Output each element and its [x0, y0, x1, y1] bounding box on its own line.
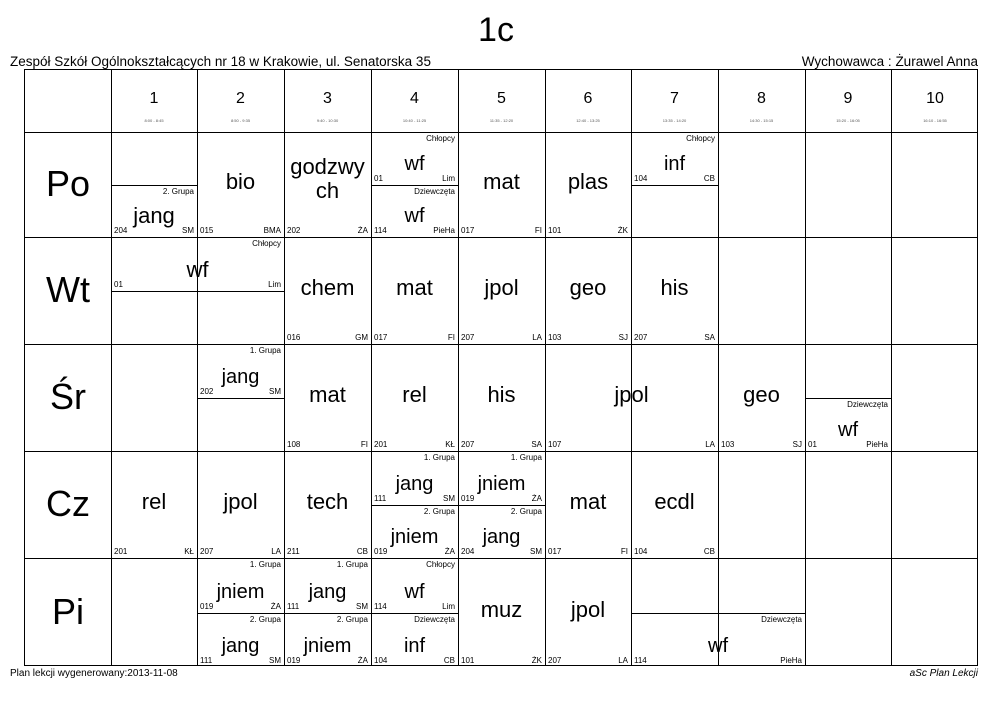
period-number: 4: [410, 90, 419, 107]
lesson-group: 1. Grupa: [423, 453, 455, 462]
lesson-teacher: ŻA: [531, 494, 542, 503]
lesson-room: 114: [634, 656, 647, 665]
period-number: 6: [583, 90, 593, 107]
lesson-room: 202: [200, 387, 214, 396]
lesson-room: 207: [548, 656, 562, 665]
lesson-subject: jpol: [570, 597, 606, 623]
lesson-room: 019: [287, 656, 301, 665]
day-label: Śr: [50, 375, 86, 417]
lesson-cell[interactable]: [458, 344, 545, 451]
lesson-cell[interactable]: [545, 344, 718, 451]
lesson-room: 207: [200, 547, 214, 556]
lesson-teacher: PieHa: [866, 440, 888, 449]
lesson-teacher: SA: [704, 333, 715, 342]
period-time: 15:20 - 16:05: [836, 118, 860, 123]
lesson-subject: jang: [221, 635, 260, 657]
lesson-teacher: Lim: [268, 280, 281, 289]
lesson-cell[interactable]: [197, 132, 284, 237]
lesson-subject: jang: [133, 203, 175, 228]
period-time: 13:35 - 14:20: [662, 118, 687, 123]
lesson-cell[interactable]: [284, 613, 371, 667]
lesson-group: 1. Grupa: [249, 560, 281, 569]
page-title: 1c: [478, 11, 514, 49]
lesson-cell[interactable]: [458, 237, 545, 344]
lesson-cell[interactable]: [371, 451, 458, 505]
lesson-group: 2. Grupa: [336, 615, 368, 624]
lesson-subject: geo: [743, 382, 780, 408]
period-time: 16:10 - 16:55: [923, 118, 947, 123]
lesson-subject: wf: [404, 205, 425, 227]
lesson-room: 019: [200, 602, 214, 611]
class-teacher: Wychowawca : Żurawel Anna: [801, 54, 978, 69]
lesson-teacher: FI: [360, 440, 368, 449]
lesson-cell[interactable]: [111, 237, 284, 291]
lesson-room: 104: [634, 547, 648, 556]
lesson-teacher: CB: [703, 174, 715, 183]
lesson-group: Chłopcy: [426, 560, 455, 569]
lesson-room: 101: [461, 656, 475, 665]
lesson-room: 019: [374, 547, 388, 556]
lesson-subject: wf: [708, 635, 728, 657]
lesson-cell[interactable]: [458, 132, 545, 237]
lesson-teacher: PieHa: [433, 226, 455, 235]
lesson-subject: wf: [404, 153, 425, 175]
lesson-cell[interactable]: [284, 558, 371, 613]
grid-column-line: [805, 70, 806, 665]
lesson-teacher: CB: [443, 656, 455, 665]
lesson-room: 204: [114, 226, 128, 235]
lesson-subject: bio: [225, 169, 256, 195]
lesson-room: 017: [461, 226, 475, 235]
lesson-cell[interactable]: [371, 185, 458, 237]
software-name: aSc Plan Lekcji: [909, 668, 978, 679]
lesson-cell[interactable]: [197, 558, 284, 613]
period-time: 11:35 - 12:20: [489, 118, 514, 123]
lesson-teacher: SA: [531, 440, 542, 449]
lesson-teacher: FI: [620, 547, 628, 556]
lesson-group: 1. Grupa: [510, 453, 542, 462]
grid-column-line: [891, 70, 892, 665]
lesson-cell[interactable]: [284, 237, 371, 344]
lesson-room: 016: [287, 333, 301, 342]
lesson-subject: rel: [402, 382, 427, 408]
lesson-room: 017: [374, 333, 388, 342]
lesson-subject: jniem: [216, 581, 265, 603]
lesson-subject: plas: [567, 169, 609, 195]
lesson-subject: rel: [141, 489, 167, 515]
timetable-grid: [24, 69, 978, 666]
lesson-subject: mat: [569, 489, 607, 515]
lesson-subject: godzwy ch: [290, 154, 365, 204]
lesson-subject: jang: [308, 581, 347, 603]
lesson-cell[interactable]: [371, 613, 458, 667]
lesson-group: 2. Grupa: [423, 507, 455, 516]
lesson-cell[interactable]: [371, 344, 458, 451]
lesson-subject: jniem: [477, 473, 526, 495]
lesson-group: Dziewczęta: [847, 400, 888, 409]
lesson-teacher: SJ: [792, 440, 802, 449]
lesson-subject: inf: [403, 635, 426, 657]
lesson-cell[interactable]: [284, 344, 371, 451]
lesson-subject: jang: [395, 473, 434, 495]
lesson-cell[interactable]: [111, 185, 197, 237]
lesson-cell[interactable]: [458, 505, 545, 558]
period-time: 12:40 - 13:25: [576, 118, 600, 123]
lesson-teacher: ŻK: [617, 226, 628, 235]
lesson-teacher: ŻA: [444, 547, 455, 556]
lesson-cell[interactable]: [371, 505, 458, 558]
lesson-group: Dziewczęta: [761, 615, 802, 624]
lesson-cell[interactable]: [805, 398, 891, 451]
period-number: 1: [149, 90, 159, 107]
lesson-group: Dziewczęta: [414, 615, 455, 624]
lesson-room: 019: [461, 494, 475, 503]
lesson-room: 101: [548, 226, 562, 235]
lesson-room: 103: [548, 333, 562, 342]
lesson-group: Chłopcy: [686, 134, 715, 143]
period-number: 5: [497, 90, 506, 107]
lesson-teacher: LA: [705, 440, 715, 449]
lesson-cell[interactable]: [458, 558, 545, 667]
lesson-teacher: KŁ: [445, 440, 455, 449]
lesson-room: 017: [548, 547, 562, 556]
lesson-cell[interactable]: [631, 613, 805, 667]
period-time: 8:50 - 9:35: [230, 118, 251, 123]
lesson-subject: muz: [480, 597, 523, 623]
lesson-subject: geo: [569, 275, 607, 301]
lesson-cell[interactable]: [545, 132, 631, 237]
lesson-cell[interactable]: [284, 451, 371, 558]
period-number: 9: [843, 90, 853, 107]
lesson-subject: mat: [309, 382, 346, 408]
period-time: 14:30 - 15:15: [749, 118, 774, 123]
lesson-subject: his: [487, 382, 516, 408]
lesson-subject: jang: [221, 366, 260, 388]
lesson-room: 015: [200, 226, 214, 235]
lesson-subject: wf: [404, 581, 425, 603]
day-label: Po: [45, 162, 91, 204]
lesson-room: 201: [114, 547, 128, 556]
period-number: 3: [323, 90, 332, 107]
lesson-cell[interactable]: [197, 613, 284, 667]
lesson-room: 01: [374, 174, 383, 183]
lesson-room: 01: [808, 440, 817, 449]
lesson-cell[interactable]: [631, 451, 718, 558]
period-number: 7: [670, 90, 679, 107]
lesson-room: 104: [374, 656, 388, 665]
lesson-cell[interactable]: [284, 132, 371, 237]
lesson-subject: wf: [186, 257, 209, 282]
lesson-cell[interactable]: [545, 237, 631, 344]
school-name: Zespół Szkół Ogólnokształcących nr 18 w Krakowie, ul. Senatorska 35: [10, 54, 431, 69]
period-number: 8: [757, 90, 766, 107]
split-line: [197, 398, 284, 399]
lesson-teacher: CB: [356, 547, 368, 556]
period-number: 2: [236, 90, 245, 107]
lesson-teacher: Lim: [442, 174, 455, 183]
lesson-subject: jpol: [223, 489, 258, 515]
lesson-cell[interactable]: [371, 132, 458, 185]
lesson-room: 111: [374, 494, 387, 503]
lesson-room: 202: [287, 226, 301, 235]
lesson-teacher: KŁ: [184, 547, 194, 556]
lesson-subject: tech: [306, 489, 349, 515]
lesson-cell[interactable]: [197, 344, 284, 398]
lesson-room: 201: [374, 440, 388, 449]
period-time: 10:40 - 11:25: [402, 118, 427, 123]
lesson-subject: ecdl: [654, 489, 695, 515]
lesson-room: 207: [634, 333, 648, 342]
grid-column-line: [111, 70, 112, 665]
lesson-teacher: Lim: [442, 602, 455, 611]
lesson-room: 01: [114, 280, 123, 289]
lesson-subject: jniem: [303, 635, 352, 657]
lesson-room: 204: [461, 547, 475, 556]
split-line: [111, 291, 284, 292]
lesson-cell[interactable]: [718, 344, 805, 451]
lesson-cell[interactable]: [371, 558, 458, 613]
lesson-teacher: LA: [532, 333, 542, 342]
period-number: 10: [926, 90, 944, 107]
lesson-subject: inf: [663, 153, 686, 175]
lesson-subject: his: [660, 275, 689, 301]
lesson-group: 1. Grupa: [336, 560, 368, 569]
lesson-teacher: LA: [618, 656, 628, 665]
lesson-room: 111: [200, 656, 213, 665]
lesson-cell[interactable]: [631, 132, 718, 185]
lesson-room: 103: [721, 440, 735, 449]
lesson-teacher: ŻA: [357, 226, 368, 235]
lesson-teacher: GM: [355, 333, 368, 342]
lesson-teacher: SM: [182, 226, 194, 235]
lesson-teacher: SM: [443, 494, 455, 503]
lesson-teacher: ŻK: [531, 656, 542, 665]
lesson-subject: chem: [300, 275, 355, 301]
lesson-subject: jpol: [614, 382, 649, 408]
day-label: Cz: [46, 482, 90, 524]
lesson-subject: mat: [483, 169, 520, 195]
lesson-room: 114: [374, 226, 387, 235]
split-line: [631, 185, 718, 186]
lesson-subject: wf: [838, 419, 858, 441]
lesson-subject: jpol: [484, 275, 519, 301]
lesson-subject: jniem: [390, 526, 439, 548]
lesson-teacher: SM: [356, 602, 368, 611]
lesson-cell[interactable]: [631, 237, 718, 344]
lesson-teacher: SM: [269, 656, 281, 665]
lesson-group: 2. Grupa: [162, 187, 194, 196]
generated-date: Plan lekcji wygenerowany:2013-11-08: [10, 668, 178, 679]
lesson-cell[interactable]: [197, 451, 284, 558]
lesson-room: 207: [461, 440, 475, 449]
lesson-room: 108: [287, 440, 301, 449]
lesson-teacher: SM: [269, 387, 281, 396]
day-label: Pi: [51, 590, 84, 632]
lesson-group: 2. Grupa: [249, 615, 281, 624]
lesson-teacher: FI: [447, 333, 455, 342]
lesson-cell[interactable]: [371, 237, 458, 344]
lesson-group: Chłopcy: [252, 239, 281, 248]
period-time: 8:00 - 8:45: [144, 118, 164, 123]
lesson-cell[interactable]: [458, 451, 545, 505]
lesson-cell[interactable]: [545, 451, 631, 558]
lesson-group: Chłopcy: [426, 134, 455, 143]
lesson-teacher: CB: [703, 547, 715, 556]
lesson-teacher: ŻA: [270, 602, 281, 611]
lesson-cell[interactable]: [545, 558, 631, 667]
lesson-teacher: SJ: [618, 333, 628, 342]
lesson-room: 107: [548, 440, 562, 449]
lesson-teacher: FI: [534, 226, 542, 235]
day-label: Wt: [46, 268, 90, 310]
lesson-room: 104: [634, 174, 648, 183]
period-time: 9:40 - 10:30: [316, 118, 339, 123]
lesson-cell[interactable]: [111, 451, 197, 558]
lesson-room: 111: [287, 602, 300, 611]
lesson-teacher: ŻA: [357, 656, 368, 665]
lesson-room: 114: [374, 602, 387, 611]
lesson-group: 1. Grupa: [249, 346, 281, 355]
lesson-subject: jang: [482, 526, 521, 548]
lesson-group: 2. Grupa: [510, 507, 542, 516]
lesson-teacher: BMA: [263, 226, 281, 235]
lesson-teacher: SM: [530, 547, 542, 556]
lesson-group: Dziewczęta: [414, 187, 455, 196]
lesson-subject: mat: [396, 275, 433, 301]
lesson-room: 211: [287, 547, 300, 556]
lesson-teacher: PieHa: [780, 656, 802, 665]
lesson-room: 207: [461, 333, 475, 342]
lesson-teacher: LA: [271, 547, 281, 556]
